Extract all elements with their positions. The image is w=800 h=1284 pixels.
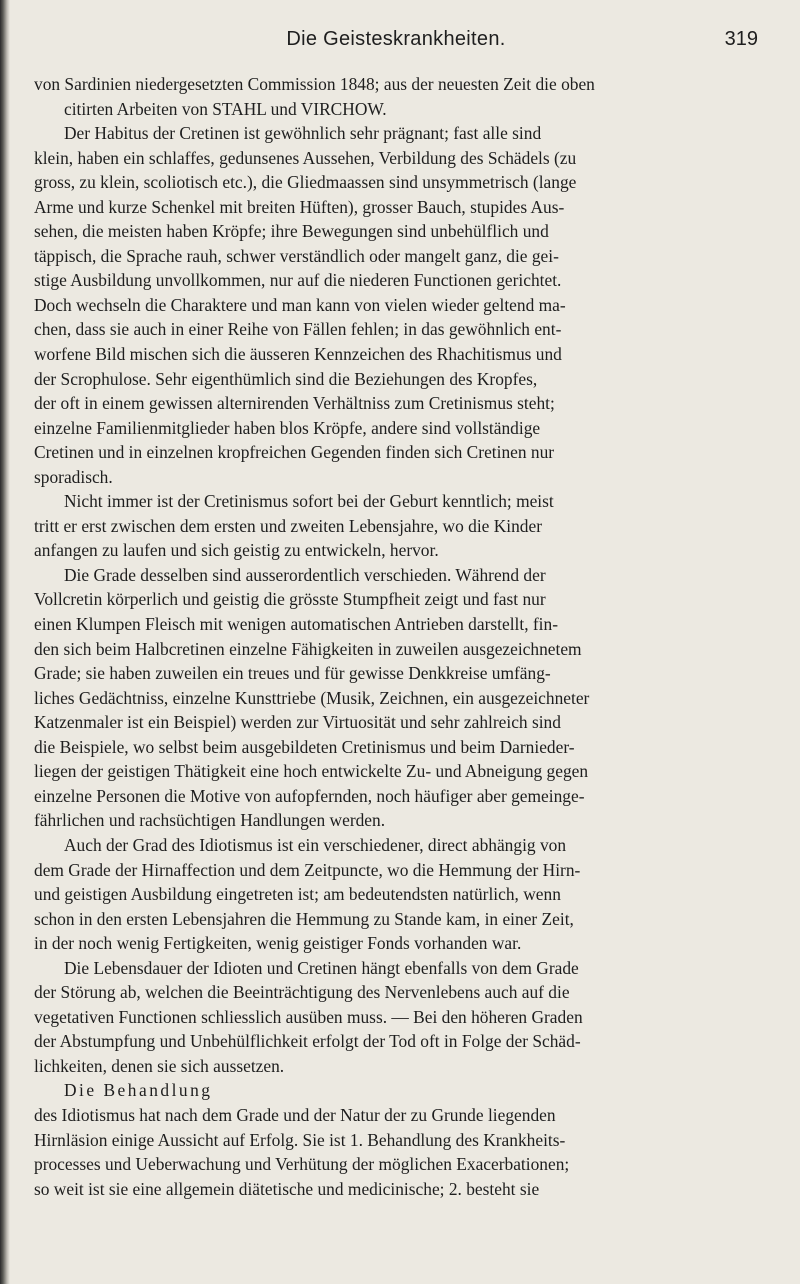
text-line: Arme und kurze Schenkel mit breiten Hüften), grosser Bauch, stupides Aus- — [34, 196, 565, 217]
text-line: sehen, die meisten haben Kröpfe; ihre Bewegungen sind unbehülflich und — [34, 221, 549, 242]
text-line: Auch der Grad des Idiotismus ist ein verschiedener, direct abhängig von — [64, 834, 567, 855]
text-line: worfene Bild mischen sich die äusseren Kennzeichen des Rhachitismus und — [34, 344, 562, 365]
text-line: Der Habitus der Cretinen ist gewöhnlich sehr prägnant; fast alle sind — [64, 123, 542, 144]
text-line: dem Grade der Hirnaffection und dem Zeitpuncte, wo die Hemmung der Hirn- — [34, 859, 581, 880]
text-line: anfangen zu laufen und sich geistig zu entwickeln, hervor. — [34, 540, 439, 561]
text-line: Doch wechseln die Charaktere und man kann von vielen wieder geltend ma- — [34, 294, 566, 315]
text-line: einzelne Familienmitglieder haben blos Kröpfe, andere sind vollständige — [34, 417, 541, 438]
text-line: so weit ist sie eine allgemein diätetische und medicinische; 2. besteht sie — [34, 1178, 540, 1199]
text-line: der Abstumpfung und Unbehülflichkeit erfolgt der Tod oft in Folge der Schäd- — [34, 1031, 581, 1052]
body-text — [34, 72, 758, 1201]
text-line: liegen der geistigen Thätigkeit eine hoch entwickelte Zu- und Abneigung gegen — [34, 761, 589, 782]
text-line: stige Ausbildung unvollkommen, nur auf die niederen Functionen gerichtet. — [34, 270, 562, 291]
text-line: Cretinen und in einzelnen kropfreichen Gegenden finden sich Cretinen nur — [34, 442, 555, 463]
text-line: Die Lebensdauer der Idioten und Cretinen hängt ebenfalls von dem Grade — [64, 957, 579, 978]
text-line: liches Gedächtniss, einzelne Kunsttriebe (Musik, Zeichnen, ein ausgezeichneter — [34, 687, 590, 708]
running-title: Die Geisteskrankheiten. — [286, 28, 506, 50]
text-line: der Scrophulose. Sehr eigenthümlich sind die Beziehungen des Kropfes, — [34, 368, 538, 389]
text-line: in der noch wenig Fertigkeiten, wenig geistiger Fonds vorhanden war. — [34, 933, 522, 954]
text-line: Nicht immer ist der Cretinismus sofort bei der Geburt kenntlich; meist — [64, 491, 554, 512]
text-line: von Sardinien niedergesetzten Commission 1848; aus der neuesten Zeit die oben — [34, 74, 595, 94]
text-line: processes und Ueberwachung und Verhütung der möglichen Exacerbationen; — [34, 1154, 570, 1175]
text-line: tritt er erst zwischen dem ersten und zweiten Lebensjahre, wo die Kinder — [34, 515, 543, 536]
text-line: der Störung ab, welchen die Beeinträchtigung des Nervenlebens auch auf die — [34, 982, 570, 1003]
text-line: schon in den ersten Lebensjahren die Hemmung zu Stande kam, in einer Zeit, — [34, 908, 574, 929]
text-line: des Idiotismus hat nach dem Grade und der Natur der zu Grunde liegenden — [34, 1104, 556, 1125]
text-line: Die Grade desselben sind ausserordentlich verschieden. Während der — [64, 564, 546, 585]
running-header — [34, 28, 758, 58]
text-line: chen, dass sie auch in einer Reihe von Fällen fehlen; in das gewöhnlich ent- — [34, 319, 562, 340]
text-line: vegetativen Functionen schliesslich ausüben muss. — Bei den höheren Graden — [34, 1006, 583, 1027]
text-line: täppisch, die Sprache rauh, schwer verständlich oder mangelt ganz, die gei- — [34, 245, 559, 266]
text-line: fährlichen und rachsüchtigen Handlungen werden. — [34, 810, 386, 831]
text-line: und geistigen Ausbildung eingetreten ist; am bedeutendsten natürlich, wenn — [34, 884, 561, 905]
text-line: Katzenmaler ist ein Beispiel) werden zur Virtuosität und sehr zahlreich sind — [34, 712, 561, 733]
text-line: den sich beim Halbcretinen einzelne Fähigkeiten in zuweilen ausgezeichnetem — [34, 638, 582, 659]
text-line: lichkeiten, denen sie sich aussetzen. — [34, 1055, 285, 1076]
text-line: Hirnläsion einige Aussicht auf Erfolg. Sie ist 1. Behandlung des Krankheits- — [34, 1129, 566, 1150]
text-line: Grade; sie haben zuweilen ein treues und für gewisse Denkkreise umfäng- — [34, 663, 551, 684]
text-line: klein, haben ein schlaffes, gedunsenes Aussehen, Verbildung des Schädels (zu — [34, 147, 577, 168]
text-line: citirten Arbeiten von STAHL und VIRCHOW. — [64, 98, 387, 119]
text-line: die Beispiele, wo selbst beim ausgebildeten Cretinismus und beim Darnieder- — [34, 736, 575, 757]
text-line: der oft in einem gewissen alternirenden Verhältniss zum Cretinismus steht; — [34, 393, 555, 414]
section-heading: Die Behandlung — [64, 1080, 213, 1101]
text-line: einen Klumpen Fleisch mit wenigen automatischen Antrieben darstellt, fin- — [34, 614, 559, 635]
text-line: gross, zu klein, scoliotisch etc.), die Gliedmaassen sind unsymmetrisch (lange — [34, 172, 577, 193]
text-line: Vollcretin körperlich und geistig die grösste Stumpfheit zeigt und fast nur — [34, 589, 546, 610]
text-line: sporadisch. — [34, 466, 113, 487]
page-number: 319 — [724, 28, 758, 50]
text-line: einzelne Personen die Motive von aufopfernden, noch häufiger aber gemeinge- — [34, 785, 585, 806]
